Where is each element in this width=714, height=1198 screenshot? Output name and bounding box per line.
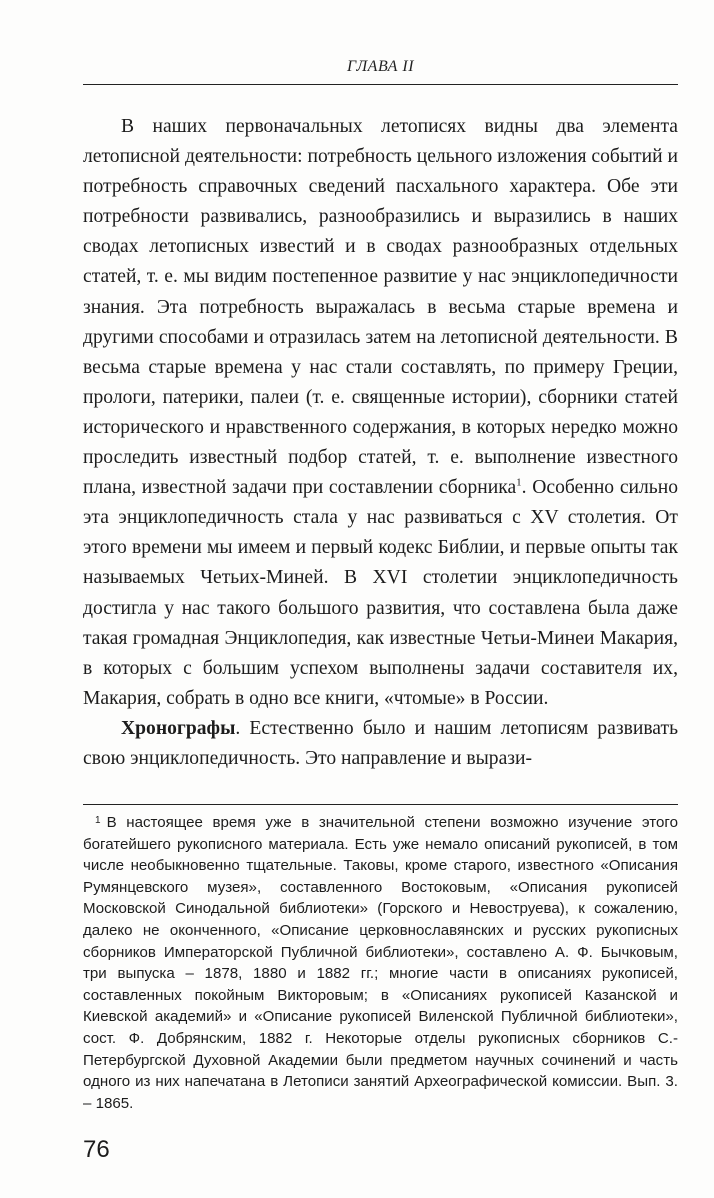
section-run-in-heading: Хронографы [121,717,236,739]
footnote-1 [83,810,678,1114]
paragraph-1-text-a: В наших первоначальных летописях видны два элемента летописной деятельности: потребность цельного изложения событий и потребность справочных сведений пасхального характера. Обе эти потребности развивались, разнообразились и выразились в наших сводах летописных известий и в сводах разнообразных отдельных статей, т. е. мы видим постепенное развитие у нас энциклопедичности знания. Эта потребность выражалась в весьма старые времена и другими способами и отразилась затем на летописной деятельности. В весьма старые времена у нас стали составлять, по примеру Греции, прологи, патерики, палеи (т. е. священные истории), сборники статей исторического и нравственного содержания, в которых нередко можно проследить известный подбор статей, т. е. выполнение известного плана, известной задачи при составлении сборника [83,116,678,499]
page-number: 76 [83,1136,110,1163]
paragraph-1-text-b: . Особенно сильно эта энциклопедичность стала у нас развиваться с XV столетия. От этого времени мы имеем и первый кодекс Библии, и первые опыты так называемых Четьих-Миней. В XVI столетии энциклопедичность достигла у нас такого большого развития, что составлена была даже такая громадная Энциклопедия, как известные Четьи-Минеи Макария, в которых с большим успехом выполнены задачи составителя их, Макария, собрать в одно все книги, «чтомые» в России. [83,477,678,709]
main-text [83,112,678,774]
footnote-rule [83,804,678,805]
footnote-marker: 1 [95,815,101,826]
header-rule [83,84,678,85]
footnote-text: В настоящее время уже в значительной степени возможно изучение этого богатейшего рукописного материала. Есть уже немало описаний рукописей, в том числе необыкновенно тщательные. Таковы, кроме старого, известного «Описания Румянцевского музея», составленного Востоковым, «Описания рукописей Московской Синодальной библиотеки» (Горского и Невоструева), к сожалению, далеко не оконченного, «Описание церковнославянских и русских рукописных сборников Императорской Публичной библиотеки», составлено А. Ф. Бычковым, три выпуска – 1878, 1880 и 1882 гг.; многие части в описаниях рукописей, составленных покойным Викторовым; в «Описаниях рукописей Казанской и Киевской академий» и «Описание рукописей Виленской Публичной библиотеки», сост. Ф. Добрянским, 1882 г. Некоторые отделы рукописных сборников С.-Петербургской Духовной Академии были предметом научных сочинений и часть одного из них напечатана в Летописи занятий Археографической комиссии. Вып. 3. – 1865. [83,814,678,1112]
footnote [83,810,678,1114]
running-head: ГЛАВА II [346,58,415,75]
paragraph-2 [83,714,678,774]
footnote-reference: 1 [516,476,522,489]
paragraph-1 [83,112,678,714]
paragraph-2-text: . Естественно было и нашим летописям развивать свою энциклопедичность. Это направление и вырази- [83,717,678,769]
